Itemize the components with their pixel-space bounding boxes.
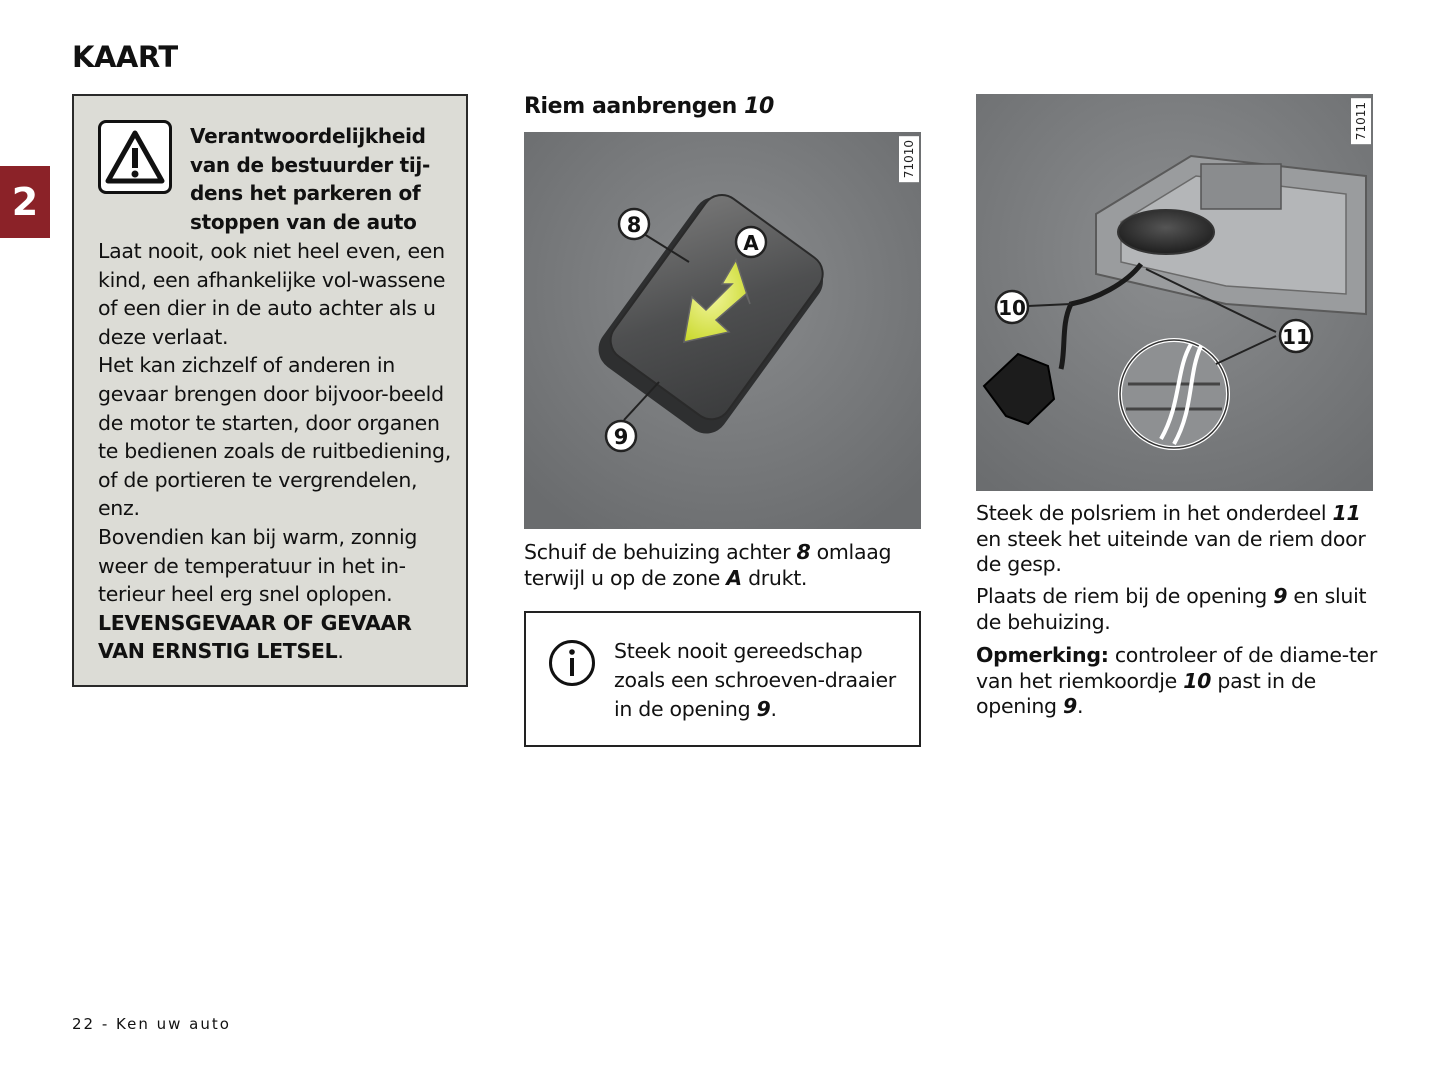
strap-illustration: [976, 94, 1373, 491]
info-part: .: [770, 697, 777, 721]
ref-9: 9: [1273, 584, 1288, 608]
info-box: [524, 611, 921, 747]
warning-box: [72, 94, 468, 687]
note-text: [976, 643, 1386, 720]
note-part: controleer of de diame-ter van het riemkoordje: [976, 643, 1377, 693]
instruction-part: en steek het uiteinde van de riem door de gesp.: [976, 526, 1366, 576]
note-part: .: [1076, 694, 1084, 718]
page-title: KAART: [72, 40, 178, 74]
info-text: [614, 637, 904, 724]
callout-8: 8: [626, 213, 642, 237]
section-heading-text: Riem aanbrengen: [524, 94, 745, 119]
ref-8: 8: [796, 540, 811, 564]
warning-paragraph: Het kan zichzelf of anderen in gevaar brengen door bijvoor-beeld de motor te starten, door organen te bedienen zoals de ruitbediening, of de portieren te vergrendelen, enz.: [98, 353, 451, 521]
callout-A: A: [743, 231, 759, 255]
warning-period: .: [337, 639, 344, 664]
warning-body: [98, 237, 458, 666]
instruction-part: en sluit de behuizing.: [976, 584, 1367, 634]
instruction-text: [976, 584, 1386, 635]
chapter-tab: 2: [0, 166, 50, 238]
instruction-text: [976, 501, 1386, 578]
ref-9: 9: [1062, 694, 1077, 718]
info-circle-icon: [548, 639, 596, 687]
page-footer: 22 - Ken uw auto: [72, 1015, 231, 1033]
section-heading: [524, 94, 774, 119]
ref-11: 11: [1332, 501, 1361, 525]
warning-emphasis: LEVENSGEVAAR OF GEVAAR VAN ERNSTIG LETSEL: [98, 610, 412, 664]
callout-10: 10: [998, 296, 1026, 320]
info-part: Steek nooit gereedschap zoals een schroeven-draaier in de opening: [614, 639, 896, 721]
callout-9: 9: [613, 425, 629, 449]
callout-11: 11: [1282, 325, 1310, 349]
key-card-illustration: [524, 132, 921, 529]
warning-paragraph: Laat nooit, ook niet heel even, een kind, een afhankelijke vol-wassene of een dier in de auto achter als u deze verlaat.: [98, 239, 446, 349]
warning-triangle-icon: [98, 120, 172, 194]
figure-code: 71011: [1351, 98, 1371, 144]
warning-paragraph: [98, 609, 458, 666]
section-heading-ref: 10: [744, 94, 774, 119]
instruction-part: Schuif de behuizing achter: [524, 540, 797, 564]
instruction-part: omlaag terwijl u op de zone: [524, 540, 892, 590]
ref-A: A: [726, 566, 742, 590]
ref-9: 9: [756, 697, 771, 721]
instruction-part: drukt.: [741, 566, 808, 590]
ref-10: 10: [1183, 668, 1212, 693]
instruction-part: Steek de polsriem in het onderdeel: [976, 501, 1333, 525]
note-label: Opmerking:: [976, 643, 1109, 667]
instruction-text: [524, 539, 924, 591]
warning-paragraph: Bovendien kan bij warm, zonnig weer de temperatuur in het in-terieur heel erg snel oplopen.: [98, 524, 418, 607]
warning-heading: Verantwoordelijkheid van de bestuurder tij-dens het parkeren of stoppen van de auto: [190, 124, 430, 234]
note-part: past in de opening: [976, 668, 1316, 718]
instruction-part: Plaats de riem bij de opening: [976, 584, 1274, 608]
figure-code: 71010: [899, 136, 919, 182]
